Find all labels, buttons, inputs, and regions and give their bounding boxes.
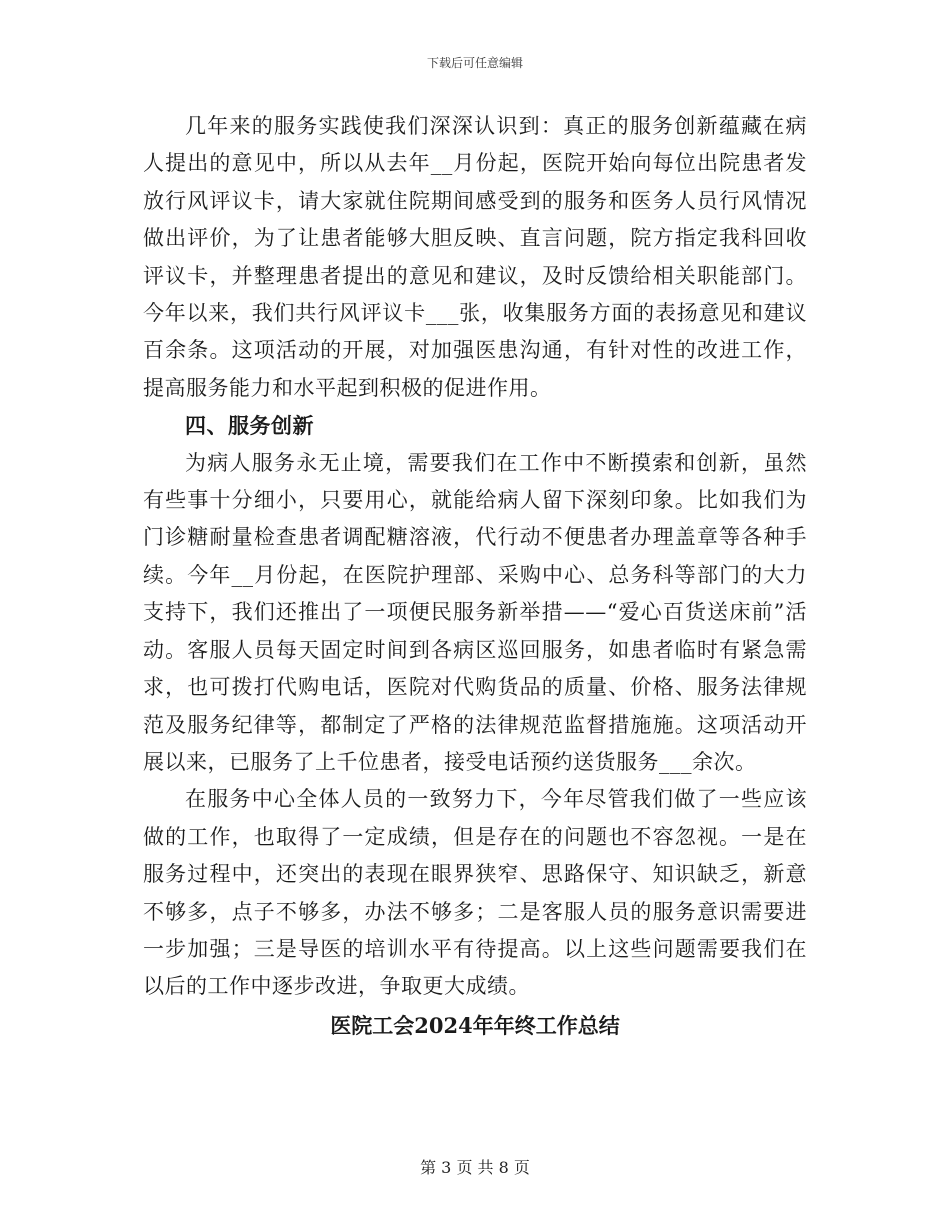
section-heading-service-innovation: 四、服务创新 (185, 413, 314, 439)
document-body (143, 108, 807, 1006)
paragraph-problems-summary: 在服务中心全体人员的一致努力下，今年尽管我们做了一些应该做的工作，也取得了一定成绩，但是存在的问题也不容忽视。一是在服务过程中，还突出的表现在眼界狭窄、思路保守、知识缺乏，新意不够多，点子不够多，办法不够多；二是客服人员的服务意识需要进一步加强；三是导医的培训水平有待提高。以上这些问题需要我们在以后的工作中逐步改进，争取更大成绩。 (143, 787, 807, 999)
page-number: 第 3 页 共 8 页 (420, 1158, 530, 1177)
page-header-note: 下载后可任意编辑 (426, 56, 523, 70)
next-document-title: 医院工会2024年年终工作总结 (330, 1013, 620, 1038)
paragraph-service-innovation: 为病人服务永无止境，需要我们在工作中不断摸索和创新，虽然有些事十分细小，只要用心，就能给病人留下深刻印象。比如我们为门诊糖耐量检查患者调配糖溶液，代行动不便患者办理盖章等各种手续。今年__月份起，在医院护理部、采购中心、总务科等部门的大力支持下，我们还推出了一项便民服务新举措——“爱心百货送床前”活动。客服人员每天固定时间到各病区巡回服务，如患者临时有紧急需求，也可拨打代购电话，医院对代购货品的质量、价格、服务法律规范及服务纪律等，都制定了严格的法律规范监督措施施。这项活动开展以来，已服务了上千位患者，接受电话预约送货服务___余次。 (143, 450, 807, 774)
paragraph-service-feedback: 几年来的服务实践使我们深深认识到：真正的服务创新蕴藏在病人提出的意见中，所以从去年__月份起，医院开始向每位出院患者发放行风评议卡，请大家就住院期间感受到的服务和医务人员行风情况做出评价，为了让患者能够大胆反映、直言问题，院方指定我科回收评议卡，并整理患者提出的意见和建议，及时反馈给相关职能部门。今年以来，我们共行风评议卡___张，收集服务方面的表扬意见和建议百余条。这项活动的开展，对加强医患沟通，有针对性的改进工作，提高服务能力和水平起到积极的促进作用。 (143, 114, 807, 400)
